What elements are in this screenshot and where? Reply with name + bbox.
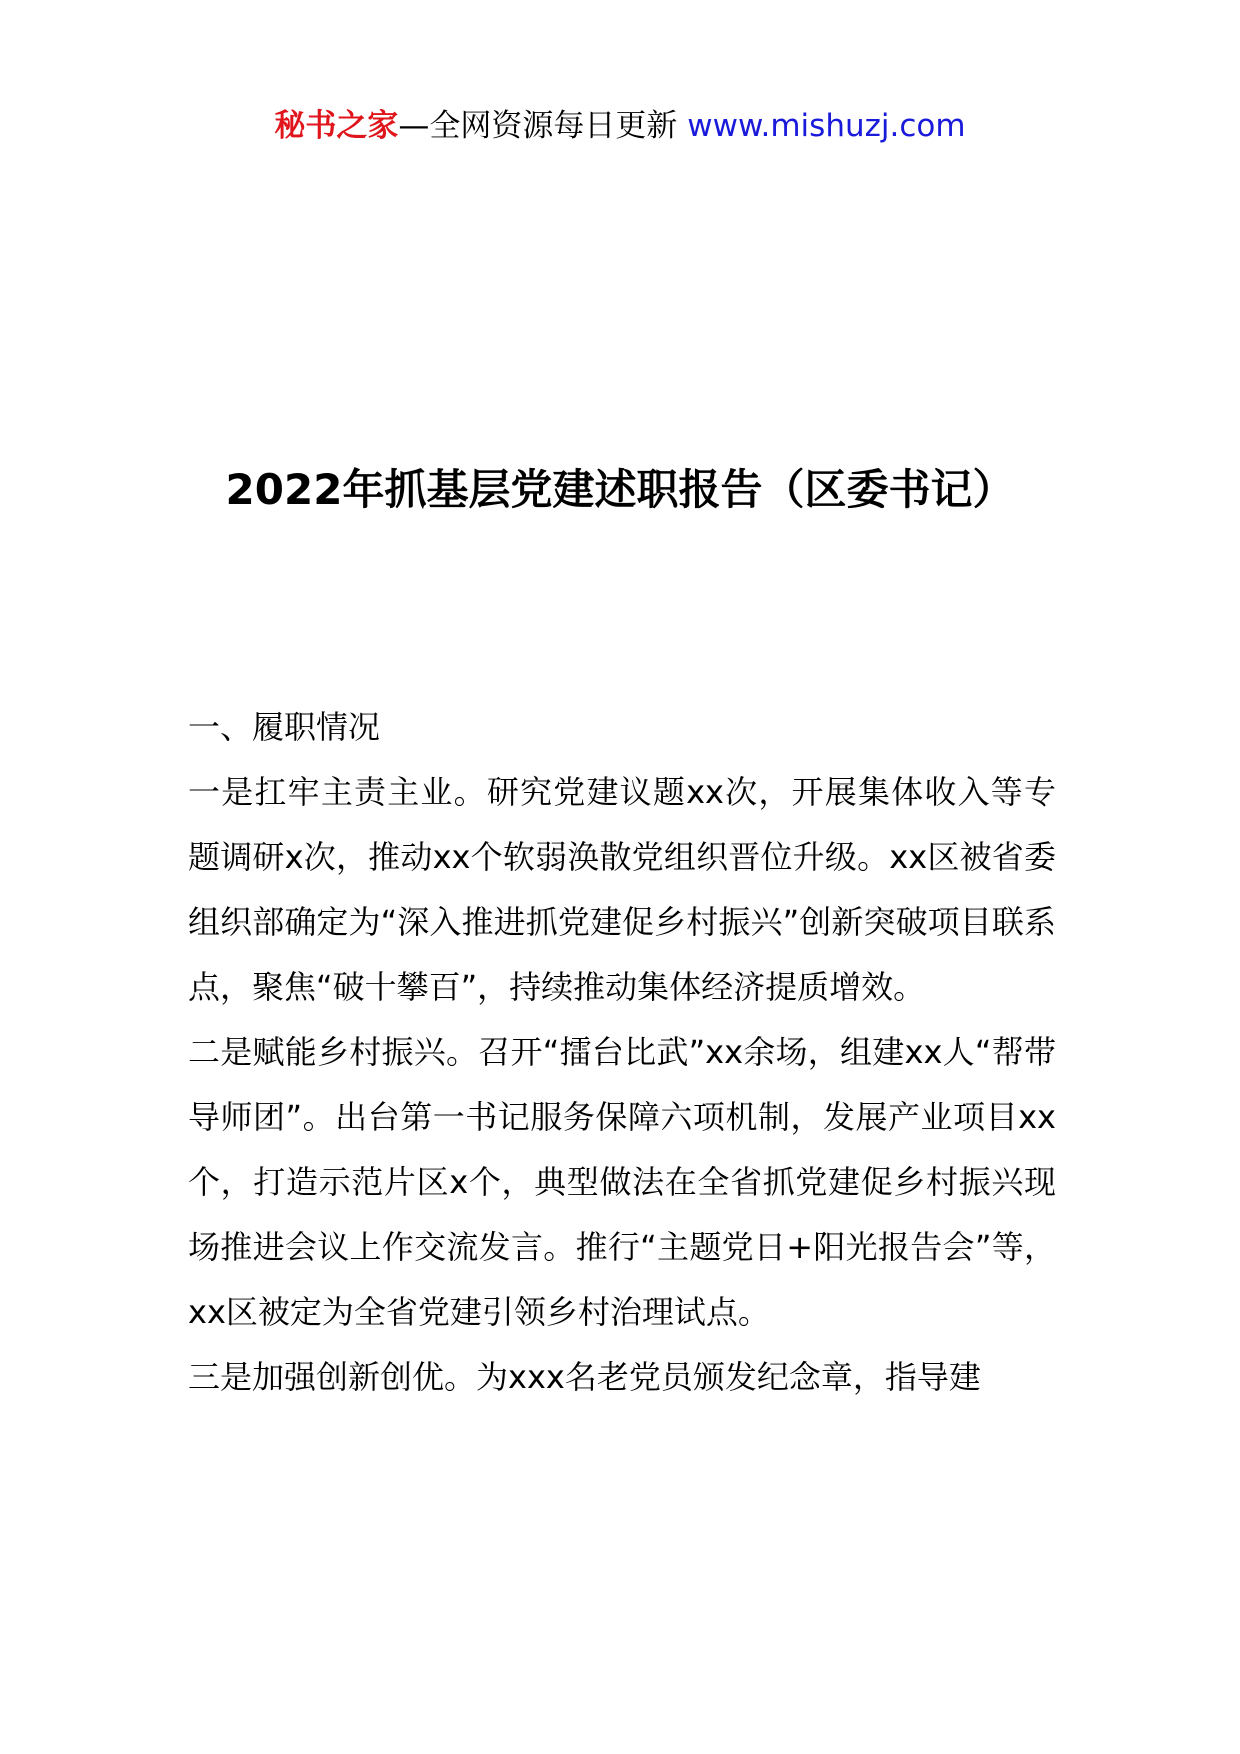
- section-heading: 一、履职情况: [188, 708, 381, 746]
- brand-name: 秘书之家: [274, 108, 399, 144]
- paragraph: 二是赋能乡村振兴。召开“擂台比武”xx余场，组建xx人“帮带导师团”。出台第一书记服务保障六项机制，发展产业项目xx个，打造示范片区x个，典型做法在全省抓党建促乡村振兴现场推进会议上作交流发言。推行“主题党日+阳光报告会”等，xx区被定为全省党建引领乡村治理试点。: [188, 1033, 1056, 1331]
- website-url[interactable]: www.mishuzj.com: [687, 108, 966, 144]
- paragraph: 三是加强创新创优。为xxx名老党员颁发纪念章，指导建: [188, 1358, 981, 1396]
- paragraph: 一是扛牢主责主业。研究党建议题xx次，开展集体收入等专题调研x次，推动xx个软弱涣散党组织晋位升级。xx区被省委组织部确定为“深入推进抓党建促乡村振兴”创新突破项目联系点，聚焦“破十攀百”，持续推动集体经济提质增效。: [188, 773, 1056, 1006]
- document-title: 2022年抓基层党建述职报告（区委书记）: [225, 465, 1015, 514]
- header-tagline: —全网资源每日更新: [398, 108, 688, 144]
- document-body: [188, 695, 1056, 1410]
- page-header: [0, 104, 1240, 148]
